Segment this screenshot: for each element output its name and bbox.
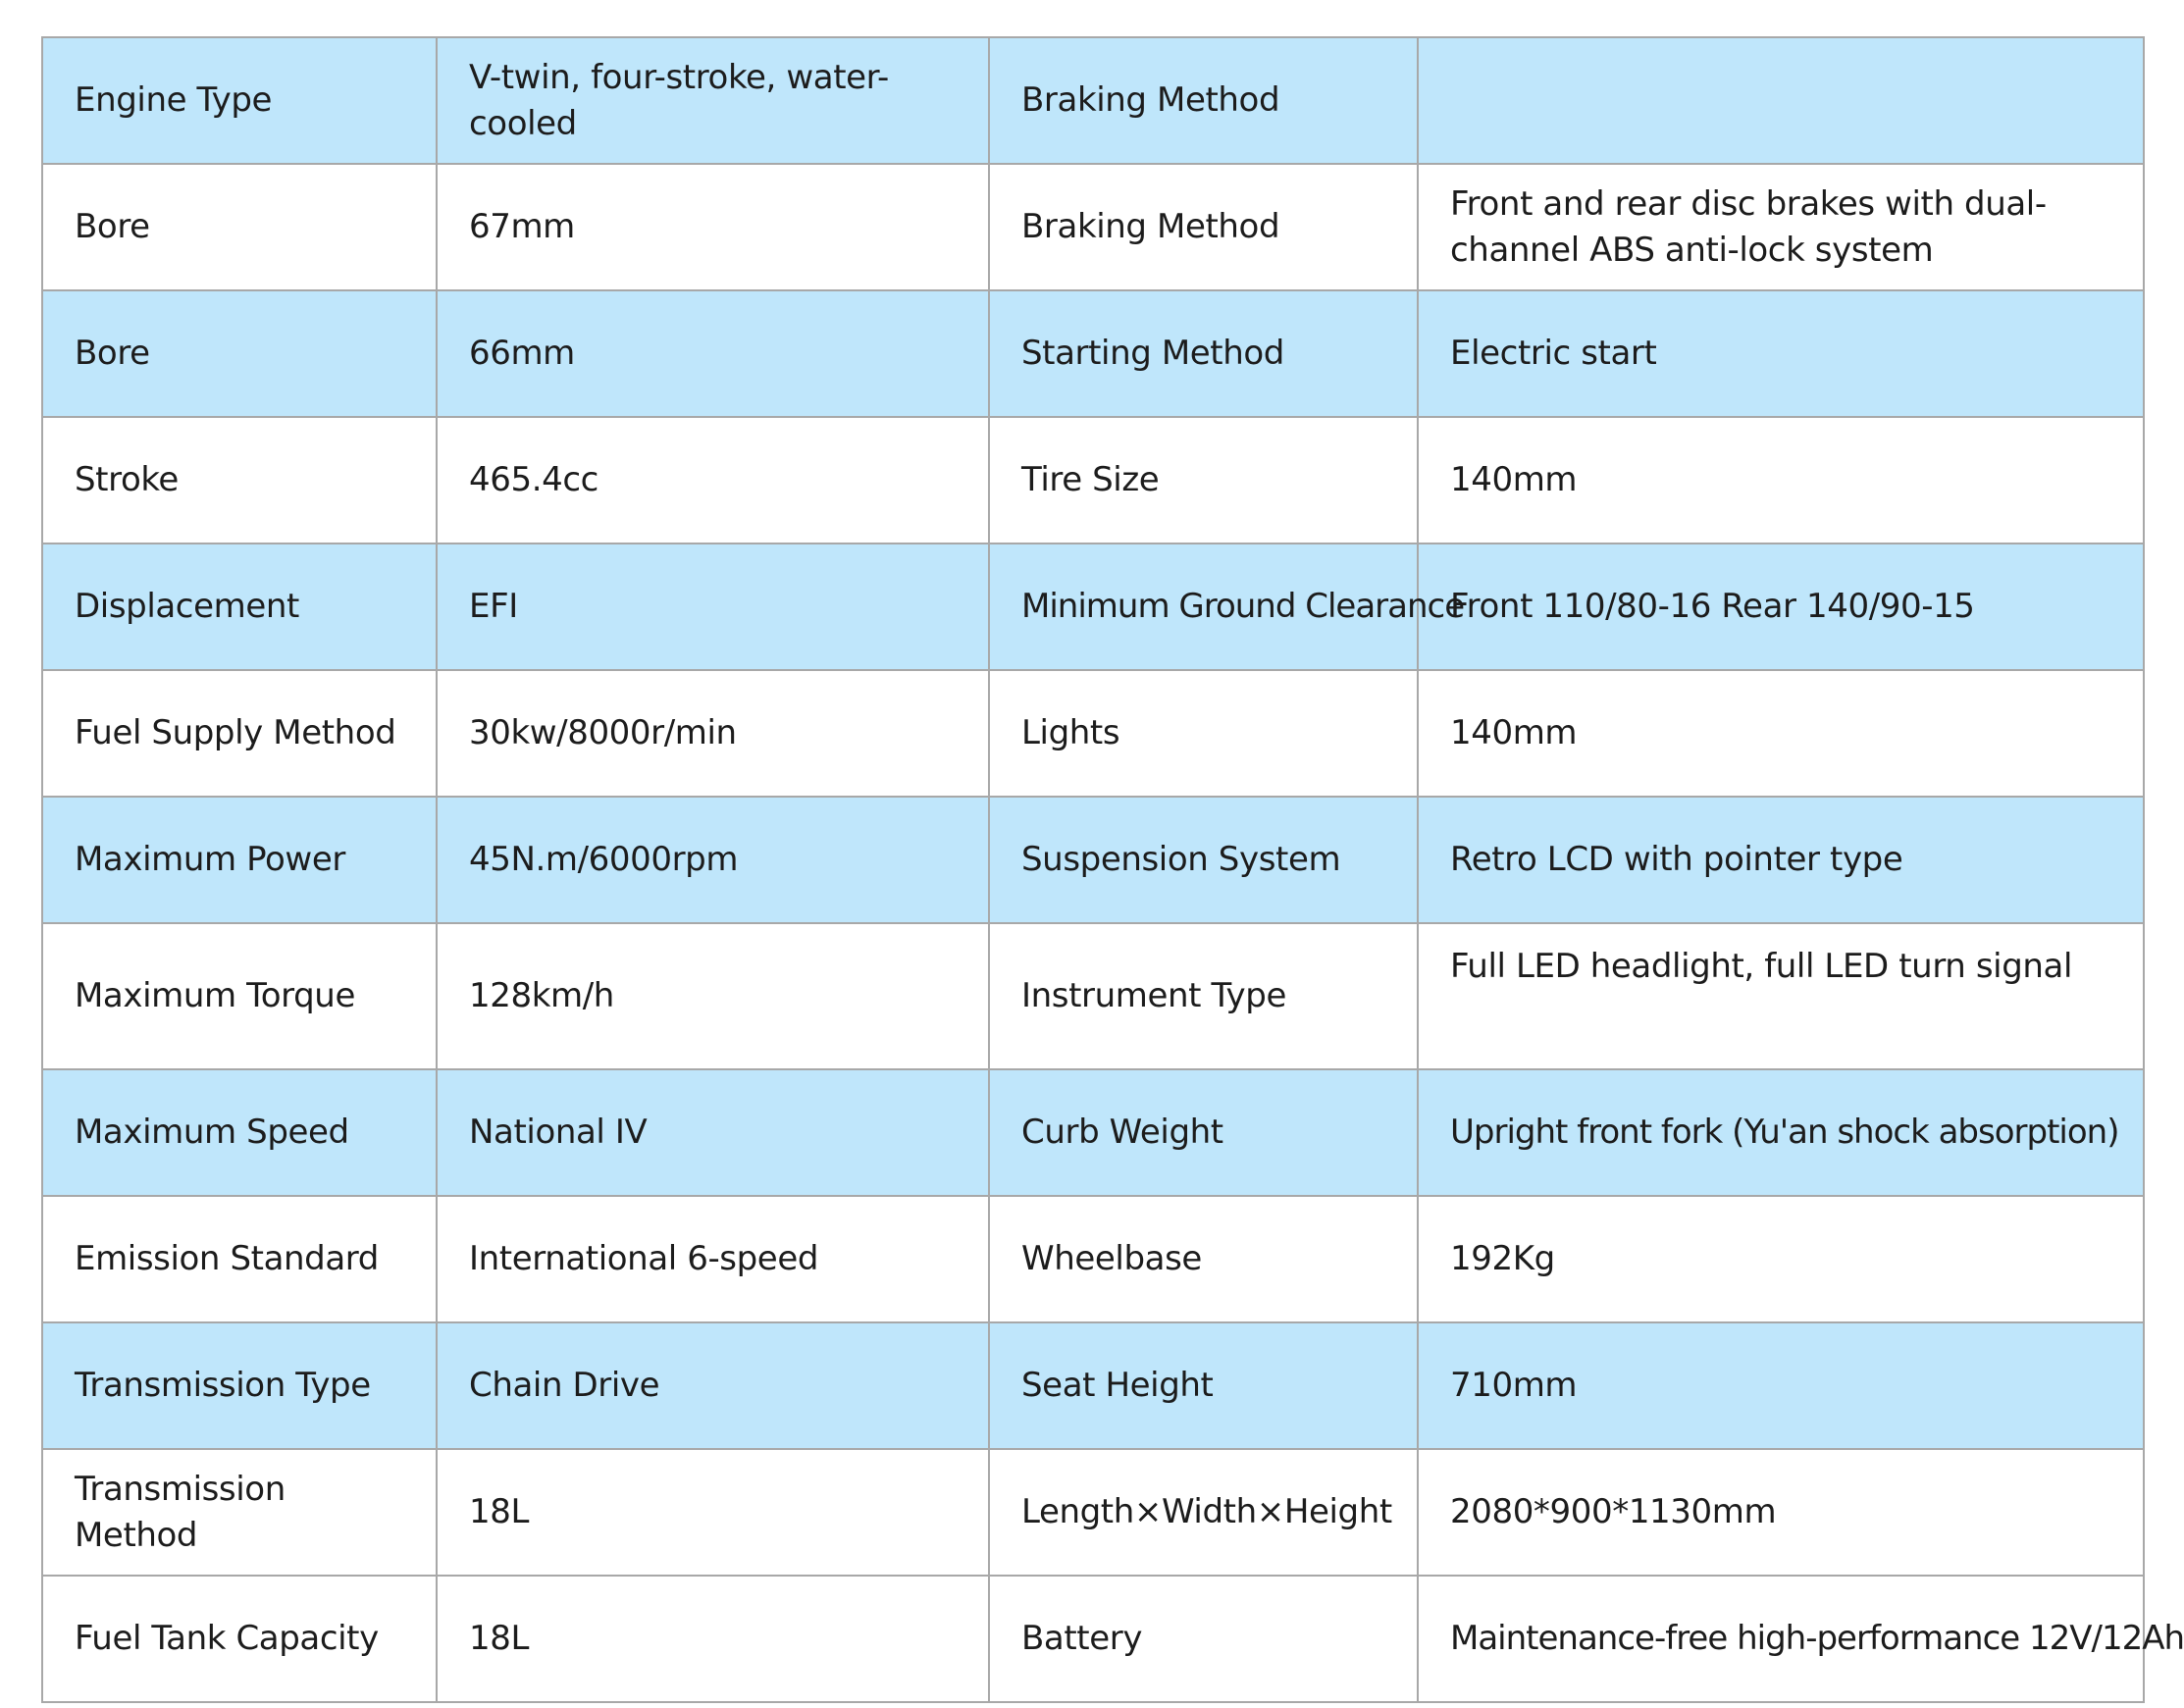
spec-value: 67mm (437, 164, 989, 290)
spec-label: Instrument Type (989, 923, 1418, 1069)
spec-value: 30kw/8000r/min (437, 670, 989, 797)
spec-label: Starting Method (989, 290, 1418, 417)
spec-value: 192Kg (1418, 1196, 2144, 1322)
spec-value: Front 110/80-16 Rear 140/90-15 (1418, 543, 2144, 670)
spec-value: Upright front fork (Yu'an shock absorption) (1418, 1069, 2144, 1196)
spec-label: Tire Size (989, 417, 1418, 543)
spec-value: National IV (437, 1069, 989, 1196)
spec-label: Fuel Supply Method (42, 670, 437, 797)
spec-value: 18L (437, 1576, 989, 1702)
spec-label: Maximum Speed (42, 1069, 437, 1196)
table-row (42, 1196, 2144, 1322)
spec-value: 66mm (437, 290, 989, 417)
spec-label: Braking Method (989, 37, 1418, 164)
spec-table (41, 36, 2184, 1703)
table-row (42, 1069, 2144, 1196)
spec-label: Emission Standard (42, 1196, 437, 1322)
spec-value: 140mm (1418, 670, 2144, 797)
spec-label: Transmission Type (42, 1322, 437, 1449)
spec-label: Fuel Tank Capacity (42, 1576, 437, 1702)
spec-label: Maximum Torque (42, 923, 437, 1069)
spec-value: Maintenance-free high-performance 12V/12Ah (1418, 1576, 2144, 1702)
spec-value: 465.4cc (437, 417, 989, 543)
spec-value: 710mm (1418, 1322, 2144, 1449)
spec-label: Displacement (42, 543, 437, 670)
table-row (42, 1322, 2144, 1449)
spec-value: Chain Drive (437, 1322, 989, 1449)
spec-label: Bore (42, 290, 437, 417)
spec-label: Stroke (42, 417, 437, 543)
table-row (42, 543, 2144, 670)
table-row (42, 37, 2144, 164)
table-row (42, 1576, 2144, 1702)
spec-value: Electric start (1418, 290, 2144, 417)
spec-value: 2080*900*1130mm (1418, 1449, 2144, 1576)
spec-value: 45N.m/6000rpm (437, 797, 989, 923)
spec-label: Engine Type (42, 37, 437, 164)
table-row (42, 1449, 2144, 1576)
spec-value: 140mm (1418, 417, 2144, 543)
spec-value: Front and rear disc brakes with dual-channel ABS anti-lock system (1418, 164, 2144, 290)
spec-value: International 6-speed (437, 1196, 989, 1322)
spec-value: EFI (437, 543, 989, 670)
spec-label: Suspension System (989, 797, 1418, 923)
spec-label: Length×Width×Height (989, 1449, 1418, 1576)
spec-label: Lights (989, 670, 1418, 797)
spec-value: 128km/h (437, 923, 989, 1069)
spec-label: Seat Height (989, 1322, 1418, 1449)
spec-label: Wheelbase (989, 1196, 1418, 1322)
spec-label: Minimum Ground Clearance (989, 543, 1418, 670)
spec-value: V-twin, four-stroke, water-cooled (437, 37, 989, 164)
spec-label: Transmission Method (42, 1449, 437, 1576)
spec-value (1418, 37, 2144, 164)
spec-value: Retro LCD with pointer type (1418, 797, 2144, 923)
table-row (42, 164, 2144, 290)
spec-label: Bore (42, 164, 437, 290)
spec-value: 18L (437, 1449, 989, 1576)
spec-label: Maximum Power (42, 797, 437, 923)
table-row (42, 417, 2144, 543)
spec-label: Braking Method (989, 164, 1418, 290)
table-row (42, 670, 2144, 797)
spec-value: Full LED headlight, full LED turn signal (1418, 923, 2144, 1069)
table-row (42, 290, 2144, 417)
spec-label: Battery (989, 1576, 1418, 1702)
spec-label: Curb Weight (989, 1069, 1418, 1196)
table-row (42, 797, 2144, 923)
table-row (42, 923, 2144, 1069)
